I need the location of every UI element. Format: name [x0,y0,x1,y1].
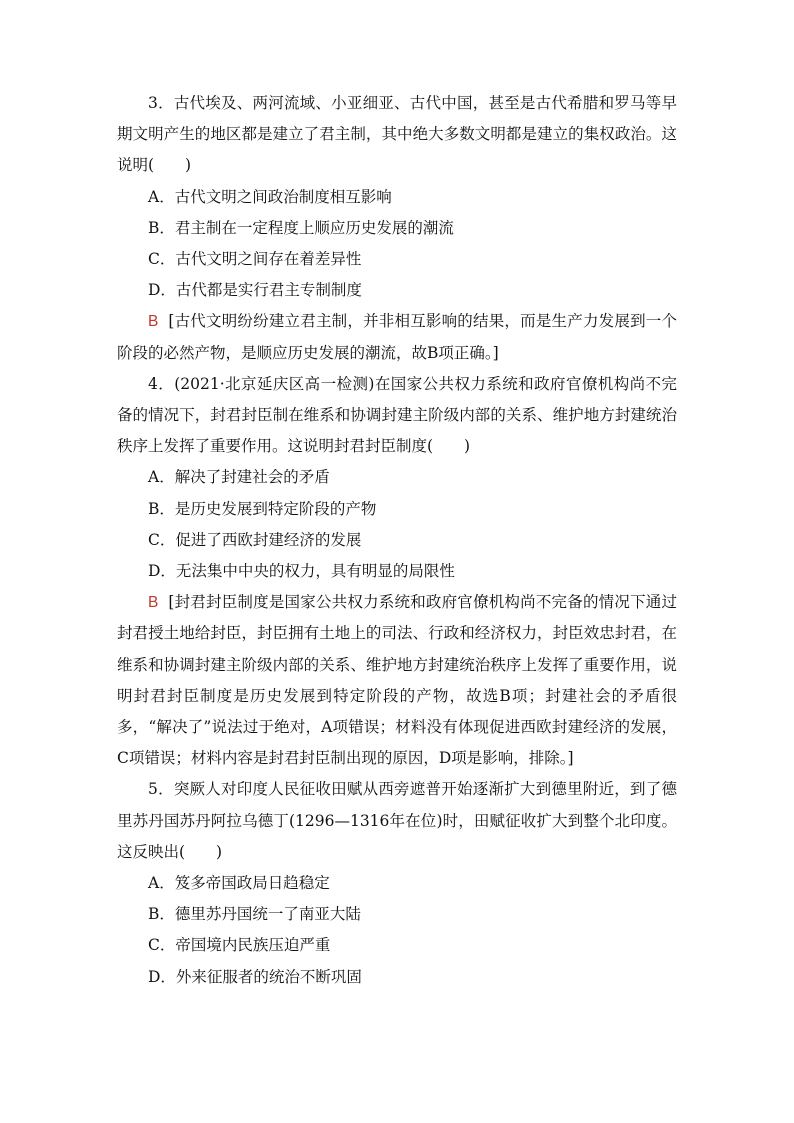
question-4-option-b: B．是历史发展到特定阶段的产物 [148,499,377,518]
question-3-stem: 3．古代埃及、两河流域、小亚细亚、古代中国，甚至是古代希腊和罗马等早期文明产生的地区都是建立了君主制，其中绝大多数文明都是建立的集权政治。这说明( ) [117,94,677,175]
question-4-option-c: C．促进了西欧封建经济的发展 [148,530,362,549]
question-4-explanation: [封君封臣制度是国家公共权力系统和政府官僚机构尚不完备的情况下通过封君授土地给封臣，封臣拥有土地上的司法、行政和经济权力，封臣效忠封君，在维系和协调封建主阶级内部的关系、维护地方封建统治秩序上发挥了重要作用，说明封君封臣制度是历史发展到特定阶段的产物，故选B项；封建社会的矛盾很多，“解决了”说法过于绝对，A项错误；材料没有体现促进西欧封建经济的发展，C项错误；材料内容是封君封臣制出现的原因，D项是影响，排除。] [117,593,677,768]
question-5-option-d: D．外来征服者的统治不断巩固 [148,967,362,986]
question-3-option-a: A．古代文明之间政治制度相互影响 [148,187,392,206]
question-3-option-c: C．古代文明之间存在着差异性 [148,250,362,269]
question-3-option-b: B．君主制在一定程度上顺应历史发展的潮流 [148,218,454,237]
question-5-option-a: A．笈多帝国政局日趋稳定 [148,874,330,893]
question-4-option-a: A．解决了封建社会的矛盾 [148,468,330,487]
question-4-stem: 4．(2021·北京延庆区高一检测)在国家公共权力系统和政府官僚机构尚不完备的情况下，封君封臣制在维系和协调封建主阶级内部的关系、维护地方封建统治秩序上发挥了重要作用。这说明封君封臣制度( ) [117,374,677,456]
question-4-answer-letter: B [148,594,159,612]
question-4-option-d: D．无法集中中央的权力，具有明显的局限性 [148,562,455,581]
question-5-stem: 5．突厥人对印度人民征收田赋从西旁遮普开始逐渐扩大到德里附近，到了德里苏丹国苏丹阿拉乌德丁(1296—1316年在位)时，田赋征收扩大到整个北印度。这反映出( ) [117,780,677,861]
question-4-answer [117,587,677,774]
document-page [117,88,677,993]
question-5-option-b: B．德里苏丹国统一了南亚大陆 [148,905,361,924]
question-3-answer [117,306,677,368]
question-3-answer-letter: B [148,313,159,331]
question-5-option-c: C．帝国境内民族压迫严重 [148,936,331,955]
question-3-option-d: D．古代都是实行君主专制制度 [148,281,362,300]
question-3-explanation: [古代文明纷纷建立君主制，并非相互影响的结果，而是生产力发展到一个阶段的必然产物，是顺应历史发展的潮流，故B项正确。] [117,312,677,362]
